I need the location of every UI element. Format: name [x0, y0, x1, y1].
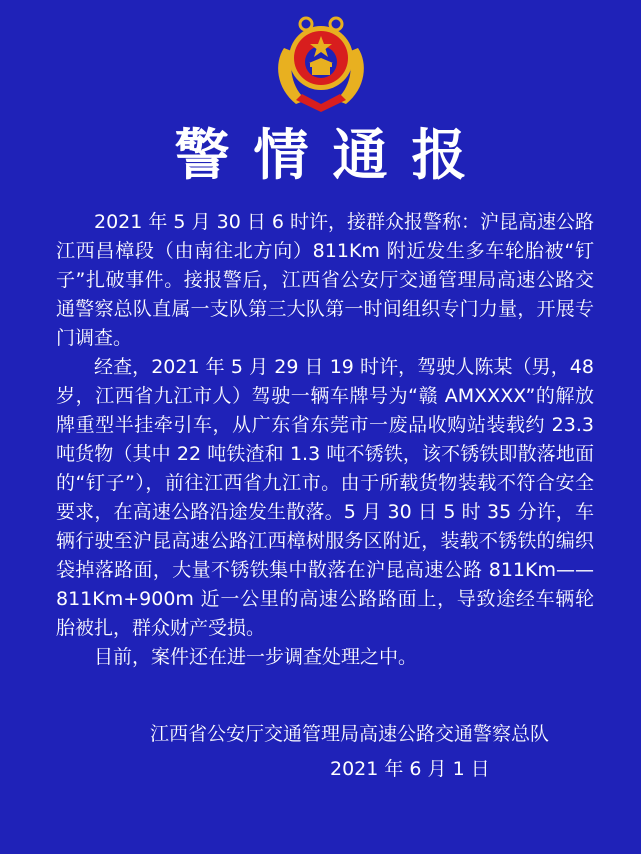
police-emblem-icon: [266, 8, 376, 118]
paragraph-2: 经查，2021 年 5 月 29 日 19 时许，驾驶人陈某（男，48 岁，江西省九江市人）驾驶一辆车牌号为“赣 AMXXXX”的解放牌重型半挂牵引车，从广东省东莞市一废品收购站装载约 23.3 吨货物（其中 22 吨铁渣和 1.3 吨不锈铁，该不锈铁即散落地面的“钉子”），前往江西省九江市。由于所载货物装载不符合安全要求，在高速公路沿途发生散落。5 月 30 日 5 时 35 分许，车辆行驶至沪昆高速公路江西樟树服务区附近，装载不锈铁的编织袋掉落路面，大量不锈铁集中散落在沪昆高速公路 811Km——811Km+900m 近一公里的高速公路路面上，导致途经车辆轮胎被扎，群众财产受损。: [56, 356, 594, 639]
paragraph-3: 目前，案件还在进一步调查处理之中。: [94, 646, 418, 668]
paragraph-1: 2021 年 5 月 30 日 6 时许，接群众报警称：沪昆高速公路江西昌樟段（由南往北方向）811Km 附近发生多车轮胎被“钉子”扎破事件。接报警后，江西省公安厅交通管理局高速公路交通警察总队直属一支队第三大队第一时间组织专门力量，开展专门调查。: [56, 211, 594, 349]
notice-title: 警情通报: [174, 123, 491, 187]
signature-date: 2021 年 6 月 1 日: [330, 758, 490, 780]
signature-org: 江西省公安厅交通管理局高速公路交通警察总队: [150, 723, 550, 745]
notice-body: [56, 208, 594, 672]
